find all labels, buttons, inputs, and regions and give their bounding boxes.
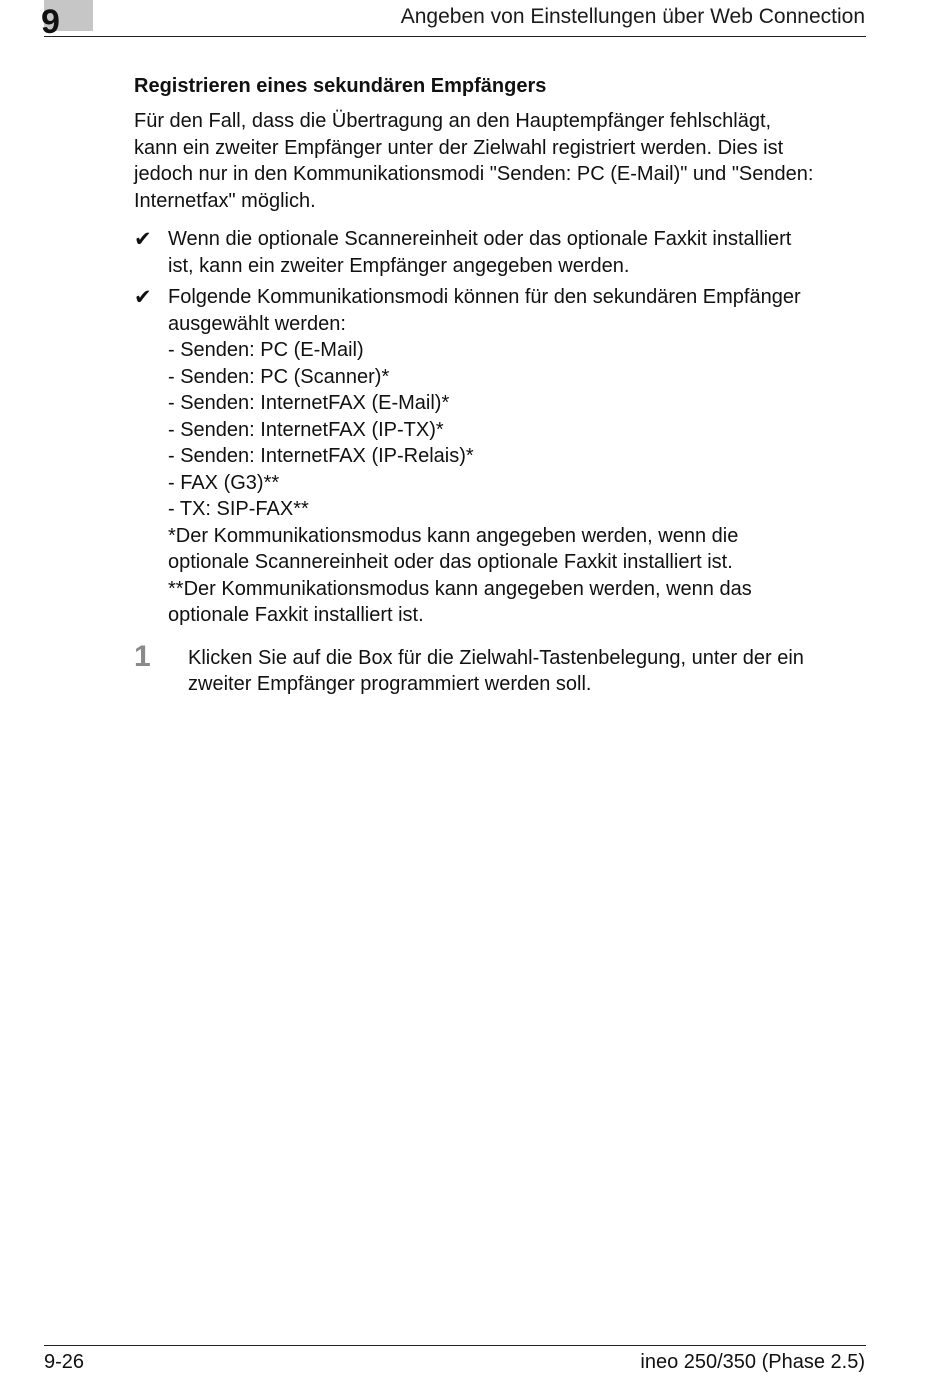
intro-line: jedoch nur in den Kommunikationsmodi "Senden: PC (E-Mail)" und "Senden: xyxy=(134,163,814,185)
chapter-number: 9 xyxy=(41,3,60,41)
step-line: Klicken Sie auf die Box für die Zielwahl-Tastenbelegung, unter der ein xyxy=(188,646,804,669)
intro-paragraph xyxy=(134,108,869,214)
mode-list-item: - TX: SIP-FAX** xyxy=(168,498,309,520)
note-line: ausgewählt werden: xyxy=(168,312,346,335)
footnote-line: *Der Kommunikationsmodus kann angegeben werden, wenn die xyxy=(168,524,739,547)
note-item xyxy=(134,226,869,279)
intro-line: kann ein zweiter Empfänger unter der Zielwahl registriert werden. Dies ist xyxy=(134,136,784,159)
page-content xyxy=(134,72,869,698)
check-icon: ✔ xyxy=(134,227,152,251)
running-header-title: Angeben von Einstellungen über Web Connection xyxy=(400,5,865,28)
section-heading: Registrieren eines sekundären Empfängers xyxy=(134,75,547,97)
mode-list-item: - Senden: InternetFAX (IP-TX)* xyxy=(168,418,444,441)
note-line: Wenn die optionale Scannereinheit oder das optionale Faxkit installiert xyxy=(168,228,792,250)
page-number: 9-26 xyxy=(44,1351,85,1373)
mode-list-item: - Senden: PC (Scanner)* xyxy=(168,365,390,388)
note-item xyxy=(134,284,869,629)
intro-line: Für den Fall, dass die Übertragung an den Hauptempfänger fehlschlägt, xyxy=(134,110,772,132)
header-divider xyxy=(44,36,866,37)
mode-list-item: - Senden: InternetFAX (E-Mail)* xyxy=(168,392,450,414)
check-icon: ✔ xyxy=(134,285,152,309)
note-line: ist, kann ein zweiter Empfänger angegeben werden. xyxy=(168,254,630,277)
product-name: ineo 250/350 (Phase 2.5) xyxy=(640,1351,865,1373)
footnote-line: optionale Faxkit installiert ist. xyxy=(168,604,424,626)
mode-list-item: - FAX (G3)** xyxy=(168,471,280,494)
footnote-line: optionale Scannereinheit oder das optionale Faxkit installiert ist. xyxy=(168,551,733,573)
footnote-line: **Der Kommunikationsmodus kann angegeben werden, wenn das xyxy=(168,577,752,600)
step-number: 1 xyxy=(134,639,151,673)
intro-line: Internetfax" möglich. xyxy=(134,189,316,212)
note-line: Folgende Kommunikationsmodi können für den sekundären Empfänger xyxy=(168,286,801,308)
step-1 xyxy=(134,639,869,698)
mode-list-item: - Senden: InternetFAX (IP-Relais)* xyxy=(168,445,474,467)
step-line: zweiter Empfänger programmiert werden soll. xyxy=(188,673,592,695)
note-list xyxy=(134,226,869,629)
footer-divider xyxy=(44,1345,866,1346)
mode-list-item: - Senden: PC (E-Mail) xyxy=(168,339,364,361)
